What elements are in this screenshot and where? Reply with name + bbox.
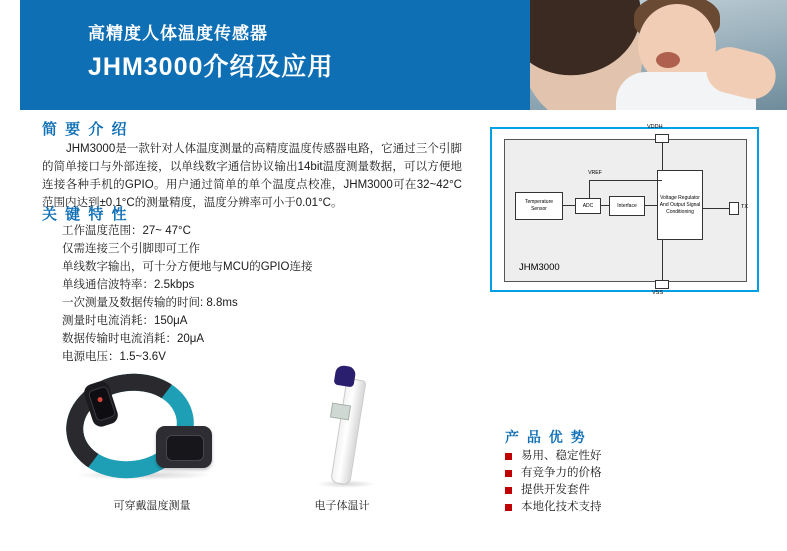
diagram-wire	[662, 240, 663, 280]
list-item: 工作温度范围：27~ 47°C	[62, 225, 191, 237]
product-image-wearable	[60, 370, 275, 490]
advantage-label: 提供开发套件	[521, 484, 590, 496]
list-item: 单线通信波特率：2.5kbps	[62, 279, 195, 291]
square-bullet-icon	[505, 453, 512, 460]
pin-label-tx: TX	[741, 204, 749, 210]
diagram-wire	[645, 205, 657, 206]
pin-pad-tx	[729, 202, 739, 215]
wearable-indicator-dot	[97, 396, 103, 402]
diagram-wire	[662, 143, 663, 170]
intro-paragraph: JHM3000是一款针对人体温度测量的高精度温度传感器电路，它通过三个引脚的简单接口与外部连接，以单线数字通信协议输出14bit温度测量数据，可以方便地连接各种手机的GPIO。用户通过简单的单个温度点校准，JHM3000可在32~42°C范围内达到±0.1°C的测量精度，温度分辨率可小于0.01°C。	[42, 143, 462, 209]
wearable-puck-screen	[166, 435, 204, 461]
pin-label-vddh: VDDH	[647, 124, 663, 130]
footer-spacer	[0, 539, 787, 551]
header-left-accent	[0, 0, 20, 110]
block-diagram	[490, 124, 759, 296]
list-item: 电源电压：1.5~3.6V	[62, 351, 166, 363]
diagram-wire	[589, 180, 590, 198]
square-bullet-icon	[505, 504, 512, 511]
page-header	[0, 0, 787, 110]
header-title: JHM3000介绍及应用	[88, 53, 334, 81]
pin-pad-vddh	[655, 134, 669, 143]
diagram-block-temperature-sensor: Temperature Sensor	[515, 192, 563, 220]
diagram-wire	[589, 180, 662, 181]
list-item: 单线数字输出，可十分方便地与MCU的GPIO连接	[62, 261, 313, 273]
diagram-wire	[563, 205, 575, 206]
advantages-heading: 产 品 优 势	[505, 429, 587, 445]
diagram-block-voltage-regulator: Voltage Regulator And Output Signal Conditioning	[657, 170, 703, 240]
advantage-label: 有竞争力的价格	[521, 467, 602, 479]
header-subtitle: 高精度人体温度传感器	[88, 24, 268, 43]
features-heading: 关 键 特 性	[42, 206, 129, 223]
list-item	[505, 482, 602, 499]
caption-wearable: 可穿戴温度测量	[113, 500, 191, 512]
intro-heading: 简 要 介 绍	[42, 121, 129, 138]
diagram-chip-outline	[504, 124, 749, 296]
diagram-net-label-vref: VREF	[588, 170, 602, 176]
photo-baby-mouth	[656, 52, 680, 68]
product-image-thermometer	[290, 368, 400, 490]
wearable-sensor-puck	[156, 426, 212, 468]
diagram-chip-name: JHM3000	[519, 262, 560, 273]
diagram-block-interface: Interface	[609, 196, 645, 216]
thermometer-cap	[334, 365, 357, 388]
list-item	[505, 499, 602, 516]
thermometer-body	[330, 378, 366, 486]
header-text-block	[88, 22, 333, 84]
diagram-wire	[601, 205, 609, 206]
list-item	[505, 448, 602, 465]
advantage-label: 易用、稳定性好	[521, 450, 602, 462]
features-list	[62, 222, 462, 366]
caption-thermometer: 电子体温计	[314, 500, 370, 512]
square-bullet-icon	[505, 487, 512, 494]
header-photo	[530, 0, 787, 110]
diagram-wire	[703, 208, 729, 209]
list-item	[505, 465, 602, 482]
pin-label-vss: VSS	[652, 290, 664, 296]
advantage-label: 本地化技术支持	[521, 501, 602, 513]
list-item: 仅需连接三个引脚即可工作	[62, 243, 200, 255]
thermometer-display	[330, 403, 351, 421]
square-bullet-icon	[505, 470, 512, 477]
pin-pad-vss	[655, 280, 669, 289]
list-item: 测量时电流消耗：150μA	[62, 315, 188, 327]
list-item: 一次测量及数据传输的时间: 8.8ms	[62, 297, 238, 309]
advantages-list	[505, 448, 602, 516]
list-item: 数据传输时电流消耗：20μA	[62, 333, 205, 345]
diagram-block-adc: ADC	[575, 198, 601, 214]
